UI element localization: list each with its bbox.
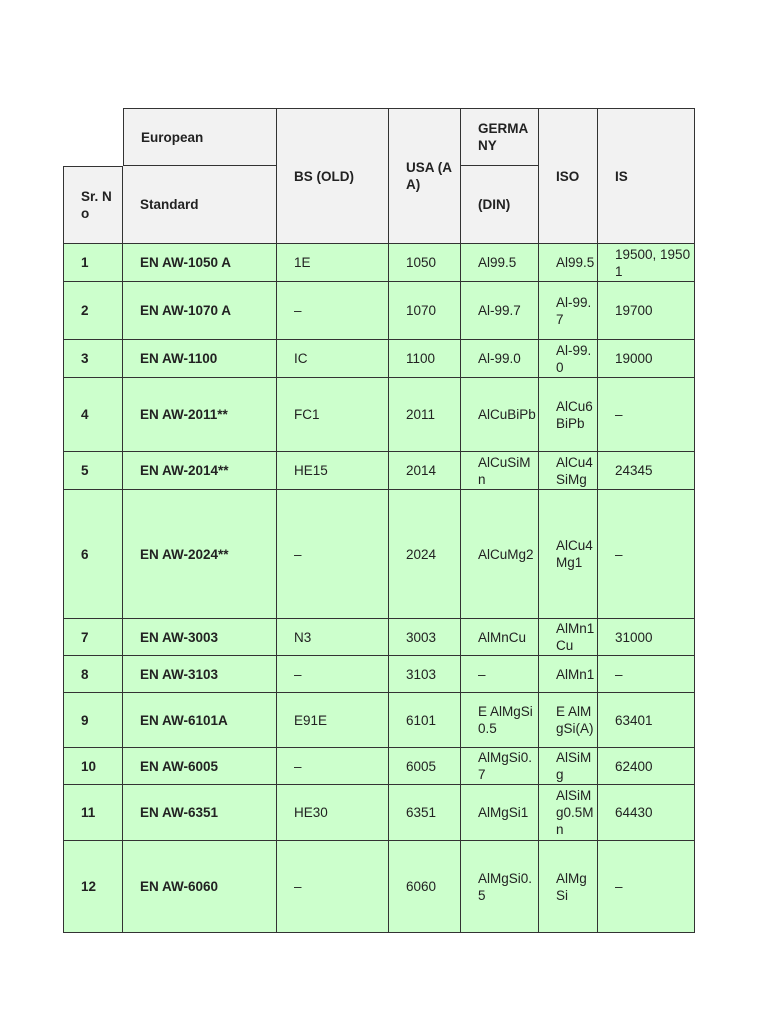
- cell-is: –: [598, 656, 695, 693]
- header-blank: [63, 108, 123, 166]
- cell-iso: E AlMgSi(A): [539, 693, 598, 748]
- cell-iso: AlCu6BiPb: [539, 378, 598, 452]
- cell-bs-old: FC1: [277, 378, 389, 452]
- cell-sr-no: 12: [63, 841, 123, 933]
- header-sr-no: Sr. No: [63, 166, 123, 244]
- cell-usa-aa: 2014: [389, 452, 461, 490]
- cell-usa-aa: 6351: [389, 785, 461, 841]
- cell-sr-no: 2: [63, 282, 123, 340]
- cell-iso: AlCu4SiMg: [539, 452, 598, 490]
- cell-is: 19500, 19501: [598, 244, 695, 282]
- cell-usa-aa: 1050: [389, 244, 461, 282]
- cell-european-standard: EN AW-2014**: [123, 452, 277, 490]
- cell-bs-old: IC: [277, 340, 389, 378]
- cell-european-standard: EN AW-2024**: [123, 490, 277, 619]
- cell-germany-din: AlCuMg2: [461, 490, 539, 619]
- cell-sr-no: 4: [63, 378, 123, 452]
- cell-sr-no: 5: [63, 452, 123, 490]
- header-bs-old: BS (OLD): [277, 108, 389, 244]
- cell-european-standard: EN AW-6101A: [123, 693, 277, 748]
- cell-is: 19700: [598, 282, 695, 340]
- cell-iso: AlMn1: [539, 656, 598, 693]
- cell-is: –: [598, 378, 695, 452]
- cell-is: 64430: [598, 785, 695, 841]
- cell-iso: Al-99.0: [539, 340, 598, 378]
- cell-usa-aa: 3103: [389, 656, 461, 693]
- cell-sr-no: 6: [63, 490, 123, 619]
- cell-iso: AlSiMg: [539, 748, 598, 785]
- cell-germany-din: –: [461, 656, 539, 693]
- header-european-top: European: [123, 108, 277, 166]
- cell-is: 63401: [598, 693, 695, 748]
- cell-iso: Al-99.7: [539, 282, 598, 340]
- cell-bs-old: –: [277, 490, 389, 619]
- cell-germany-din: Al99.5: [461, 244, 539, 282]
- cell-european-standard: EN AW-1070 A: [123, 282, 277, 340]
- cell-usa-aa: 3003: [389, 619, 461, 656]
- cell-germany-din: Al-99.7: [461, 282, 539, 340]
- cell-european-standard: EN AW-6351: [123, 785, 277, 841]
- cell-european-standard: EN AW-3003: [123, 619, 277, 656]
- cell-bs-old: N3: [277, 619, 389, 656]
- cell-germany-din: Al-99.0: [461, 340, 539, 378]
- header-germany-top: GERMANY: [461, 108, 539, 166]
- header-is: IS: [598, 108, 695, 244]
- cell-bs-old: 1E: [277, 244, 389, 282]
- cell-iso: Al99.5: [539, 244, 598, 282]
- header-germany-bottom: (DIN): [461, 166, 539, 244]
- cell-germany-din: AlCuBiPb: [461, 378, 539, 452]
- cell-is: 24345: [598, 452, 695, 490]
- cell-sr-no: 11: [63, 785, 123, 841]
- cell-iso: AlCu4Mg1: [539, 490, 598, 619]
- cell-usa-aa: 6005: [389, 748, 461, 785]
- cell-european-standard: EN AW-6060: [123, 841, 277, 933]
- header-european-bottom: Standard: [123, 166, 277, 244]
- cell-bs-old: E91E: [277, 693, 389, 748]
- alloy-standards-table: [63, 108, 695, 932]
- cell-is: 19000: [598, 340, 695, 378]
- cell-european-standard: EN AW-1050 A: [123, 244, 277, 282]
- cell-bs-old: HE30: [277, 785, 389, 841]
- cell-is: 62400: [598, 748, 695, 785]
- cell-iso: AlSiMg0.5Mn: [539, 785, 598, 841]
- cell-european-standard: EN AW-2011**: [123, 378, 277, 452]
- cell-usa-aa: 2011: [389, 378, 461, 452]
- header-iso: ISO: [539, 108, 598, 244]
- cell-sr-no: 9: [63, 693, 123, 748]
- cell-bs-old: –: [277, 841, 389, 933]
- cell-germany-din: AlCuSiMn: [461, 452, 539, 490]
- cell-iso: AlMn1Cu: [539, 619, 598, 656]
- cell-is: –: [598, 490, 695, 619]
- cell-germany-din: AlMgSi0.5: [461, 841, 539, 933]
- cell-bs-old: HE15: [277, 452, 389, 490]
- cell-sr-no: 3: [63, 340, 123, 378]
- cell-bs-old: –: [277, 656, 389, 693]
- cell-sr-no: 8: [63, 656, 123, 693]
- cell-usa-aa: 2024: [389, 490, 461, 619]
- cell-bs-old: –: [277, 748, 389, 785]
- cell-usa-aa: 1070: [389, 282, 461, 340]
- cell-is: 31000: [598, 619, 695, 656]
- cell-usa-aa: 6101: [389, 693, 461, 748]
- cell-usa-aa: 1100: [389, 340, 461, 378]
- cell-germany-din: E AlMgSi0.5: [461, 693, 539, 748]
- cell-sr-no: 7: [63, 619, 123, 656]
- cell-germany-din: AlMgSi0.7: [461, 748, 539, 785]
- cell-european-standard: EN AW-1100: [123, 340, 277, 378]
- cell-germany-din: AlMnCu: [461, 619, 539, 656]
- cell-sr-no: 1: [63, 244, 123, 282]
- cell-usa-aa: 6060: [389, 841, 461, 933]
- cell-sr-no: 10: [63, 748, 123, 785]
- cell-bs-old: –: [277, 282, 389, 340]
- cell-european-standard: EN AW-3103: [123, 656, 277, 693]
- cell-european-standard: EN AW-6005: [123, 748, 277, 785]
- cell-germany-din: AlMgSi1: [461, 785, 539, 841]
- header-usa: USA (AA): [389, 108, 461, 244]
- cell-iso: AlMgSi: [539, 841, 598, 933]
- cell-is: –: [598, 841, 695, 933]
